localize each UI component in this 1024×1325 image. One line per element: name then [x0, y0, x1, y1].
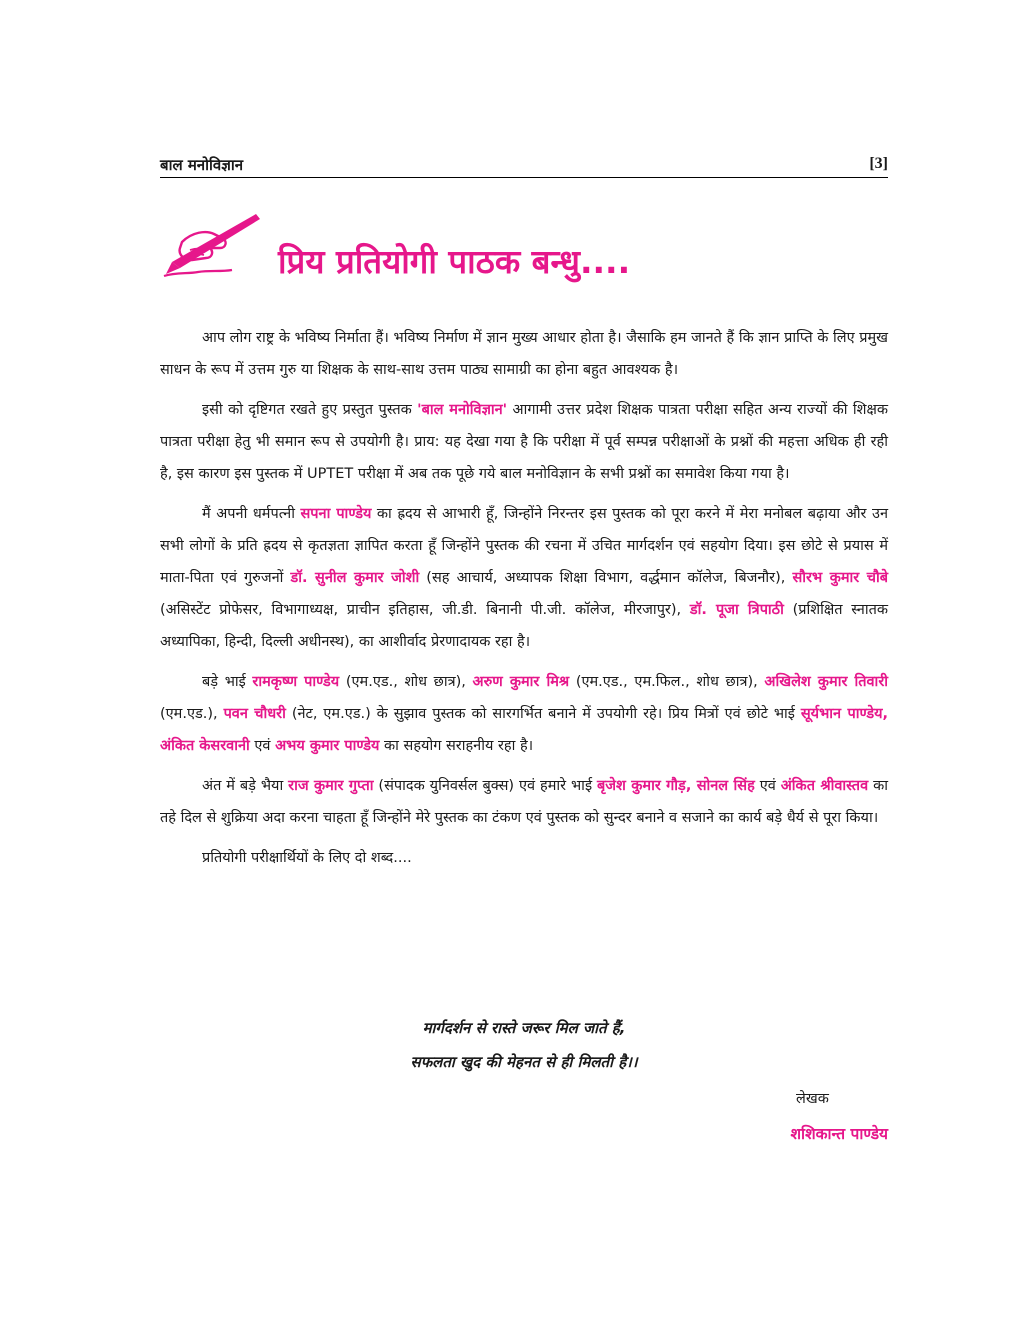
name-highlight: रामकृष्ण पाण्डेय: [252, 674, 340, 690]
pen-writing-icon: [162, 210, 264, 280]
quote-line-2: सफलता खुद की मेहनत से ही मिलती है।।: [410, 1053, 638, 1071]
book-title: बाल मनोविज्ञान: [160, 156, 244, 174]
page-number: [3]: [869, 155, 888, 172]
paragraph-3: मैं अपनी धर्मपत्नी सपना पाण्डेय का ह्रदय से आभारी हूँ, जिन्होंने निरन्तर इस पुस्तक को पूरा करने में मेरा मनोबल बढ़ाया और उन सभी लोगों के प्रति ह्रदय से कृतज्ञता ज्ञापित करता हूँ जिन्होंने पुस्तक की रचना में उचित मार्गदर्शन एवं सहयोग दिया। इस छोटे से प्रयास में माता-पिता एवं गुरुजनों डॉ. सुनील कुमार जोशी (सह आचार्य, अध्यापक शिक्षा विभाग, वर्द्धमान कॉलेज, बिजनौर), सौरभ कुमार चौबे (असिस्टेंट प्रोफेसर, विभागाध्यक्ष, प्राचीन इतिहास, जी.डी. बिनानी पी.जी. कॉलेज, मीरजापुर), डॉ. पूजा त्रिपाठी (प्रशिक्षित स्नातक अध्यापिका, हिन्दी, दिल्ली अधीनस्थ), का आशीर्वाद प्रेरणादायक रहा है।: [160, 506, 888, 650]
name-highlight: पवन चौधरी: [223, 706, 286, 722]
running-header: [160, 155, 888, 178]
name-highlight: अरुण कुमार मिश्र: [472, 674, 570, 690]
name-highlight: सौरभ कुमार चौबे: [792, 570, 888, 586]
page-heading: प्रिय प्रतियोगी पाठक बन्धु....: [278, 242, 631, 281]
name-highlight: डॉ. सुनील कुमार जोशी: [290, 570, 420, 586]
paragraph-2: इसी को दृष्टिगत रखते हुए प्रस्तुत पुस्तक 'बाल मनोविज्ञान' आगामी उत्तर प्रदेश शिक्षक पात्रता परीक्षा सहित अन्य राज्यों की शिक्षक पात्रता परीक्षा हेतु भी समान रूप से उपयोगी है। प्राय: यह देखा गया है कि परीक्षा में पूर्व सम्पन्न परीक्षाओं के प्रश्नों की महत्ता अधिक ही रही है, इस कारण इस पुस्तक में UPTET परीक्षा में अब तक पूछे गये बाल मनोविज्ञान के सभी प्रश्नों का समावेश किया गया है।: [160, 402, 889, 482]
body-text: [160, 322, 888, 882]
paragraph-6: प्रतियोगी परीक्षार्थियों के लिए दो शब्द....: [202, 850, 412, 866]
name-highlight: बृजेश कुमार गौड़, सोनल सिंह: [597, 778, 755, 794]
name-highlight: सपना पाण्डेय: [300, 506, 372, 522]
name-highlight: सूर्यभान पाण्डेय, अंकित केसरवानी: [160, 706, 889, 754]
author-label: लेखक: [796, 1091, 829, 1107]
book-name-highlight: 'बाल मनोविज्ञान': [417, 402, 508, 418]
paragraph-4: बड़े भाई रामकृष्ण पाण्डेय (एम.एड., शोध छात्र), अरुण कुमार मिश्र (एम.एड., एम.फिल., शोध छात्र), अखिलेश कुमार तिवारी (एम.एड.), पवन चौधरी (नेट, एम.एड.) के सुझाव पुस्तक को सारगर्भित बनाने में उपयोगी रहे। प्रिय मित्रों एवं छोटे भाई सूर्यभान पाण्डेय, अंकित केसरवानी एवं अभय कुमार पाण्डेय का सहयोग सराहनीय रहा है।: [160, 674, 889, 754]
closing-quote: [160, 1011, 888, 1079]
name-highlight: डॉ. पूजा त्रिपाठी: [689, 602, 784, 618]
paragraph-5: अंत में बड़े भैया राज कुमार गुप्ता (संपादक युनिवर्सल बुक्स) एवं हमारे भाई बृजेश कुमार गौड़, सोनल सिंह एवं अंकित श्रीवास्तव का तहे दिल से शुक्रिया अदा करना चाहता हूँ जिन्होंने मेरे पुस्तक का टंकण एवं पुस्तक को सुन्दर बनाने व सजाने का कार्य बड़े धैर्य से पूरा किया।: [160, 778, 888, 826]
name-highlight: राज कुमार गुप्ता: [288, 778, 374, 794]
author-name: शशिकान्त पाण्डेय: [790, 1125, 888, 1143]
name-highlight: अभय कुमार पाण्डेय: [275, 738, 380, 754]
paragraph-1: आप लोग राष्ट्र के भविष्य निर्माता हैं। भविष्य निर्माण में ज्ञान मुख्य आधार होता है। जैसाकि हम जानते हैं कि ज्ञान प्राप्ति के लिए प्रमुख साधन के रूप में उत्तम गुरु या शिक्षक के साथ-साथ उत्तम पाठ्य सामाग्री का होना बहुत आवश्यक है।: [160, 330, 888, 378]
name-highlight: अखिलेश कुमार तिवारी: [764, 674, 889, 690]
name-highlight: अंकित श्रीवास्तव: [780, 778, 869, 794]
quote-line-1: मार्गदर्शन से रास्ते जरूर मिल जाते हैं,: [422, 1019, 626, 1037]
